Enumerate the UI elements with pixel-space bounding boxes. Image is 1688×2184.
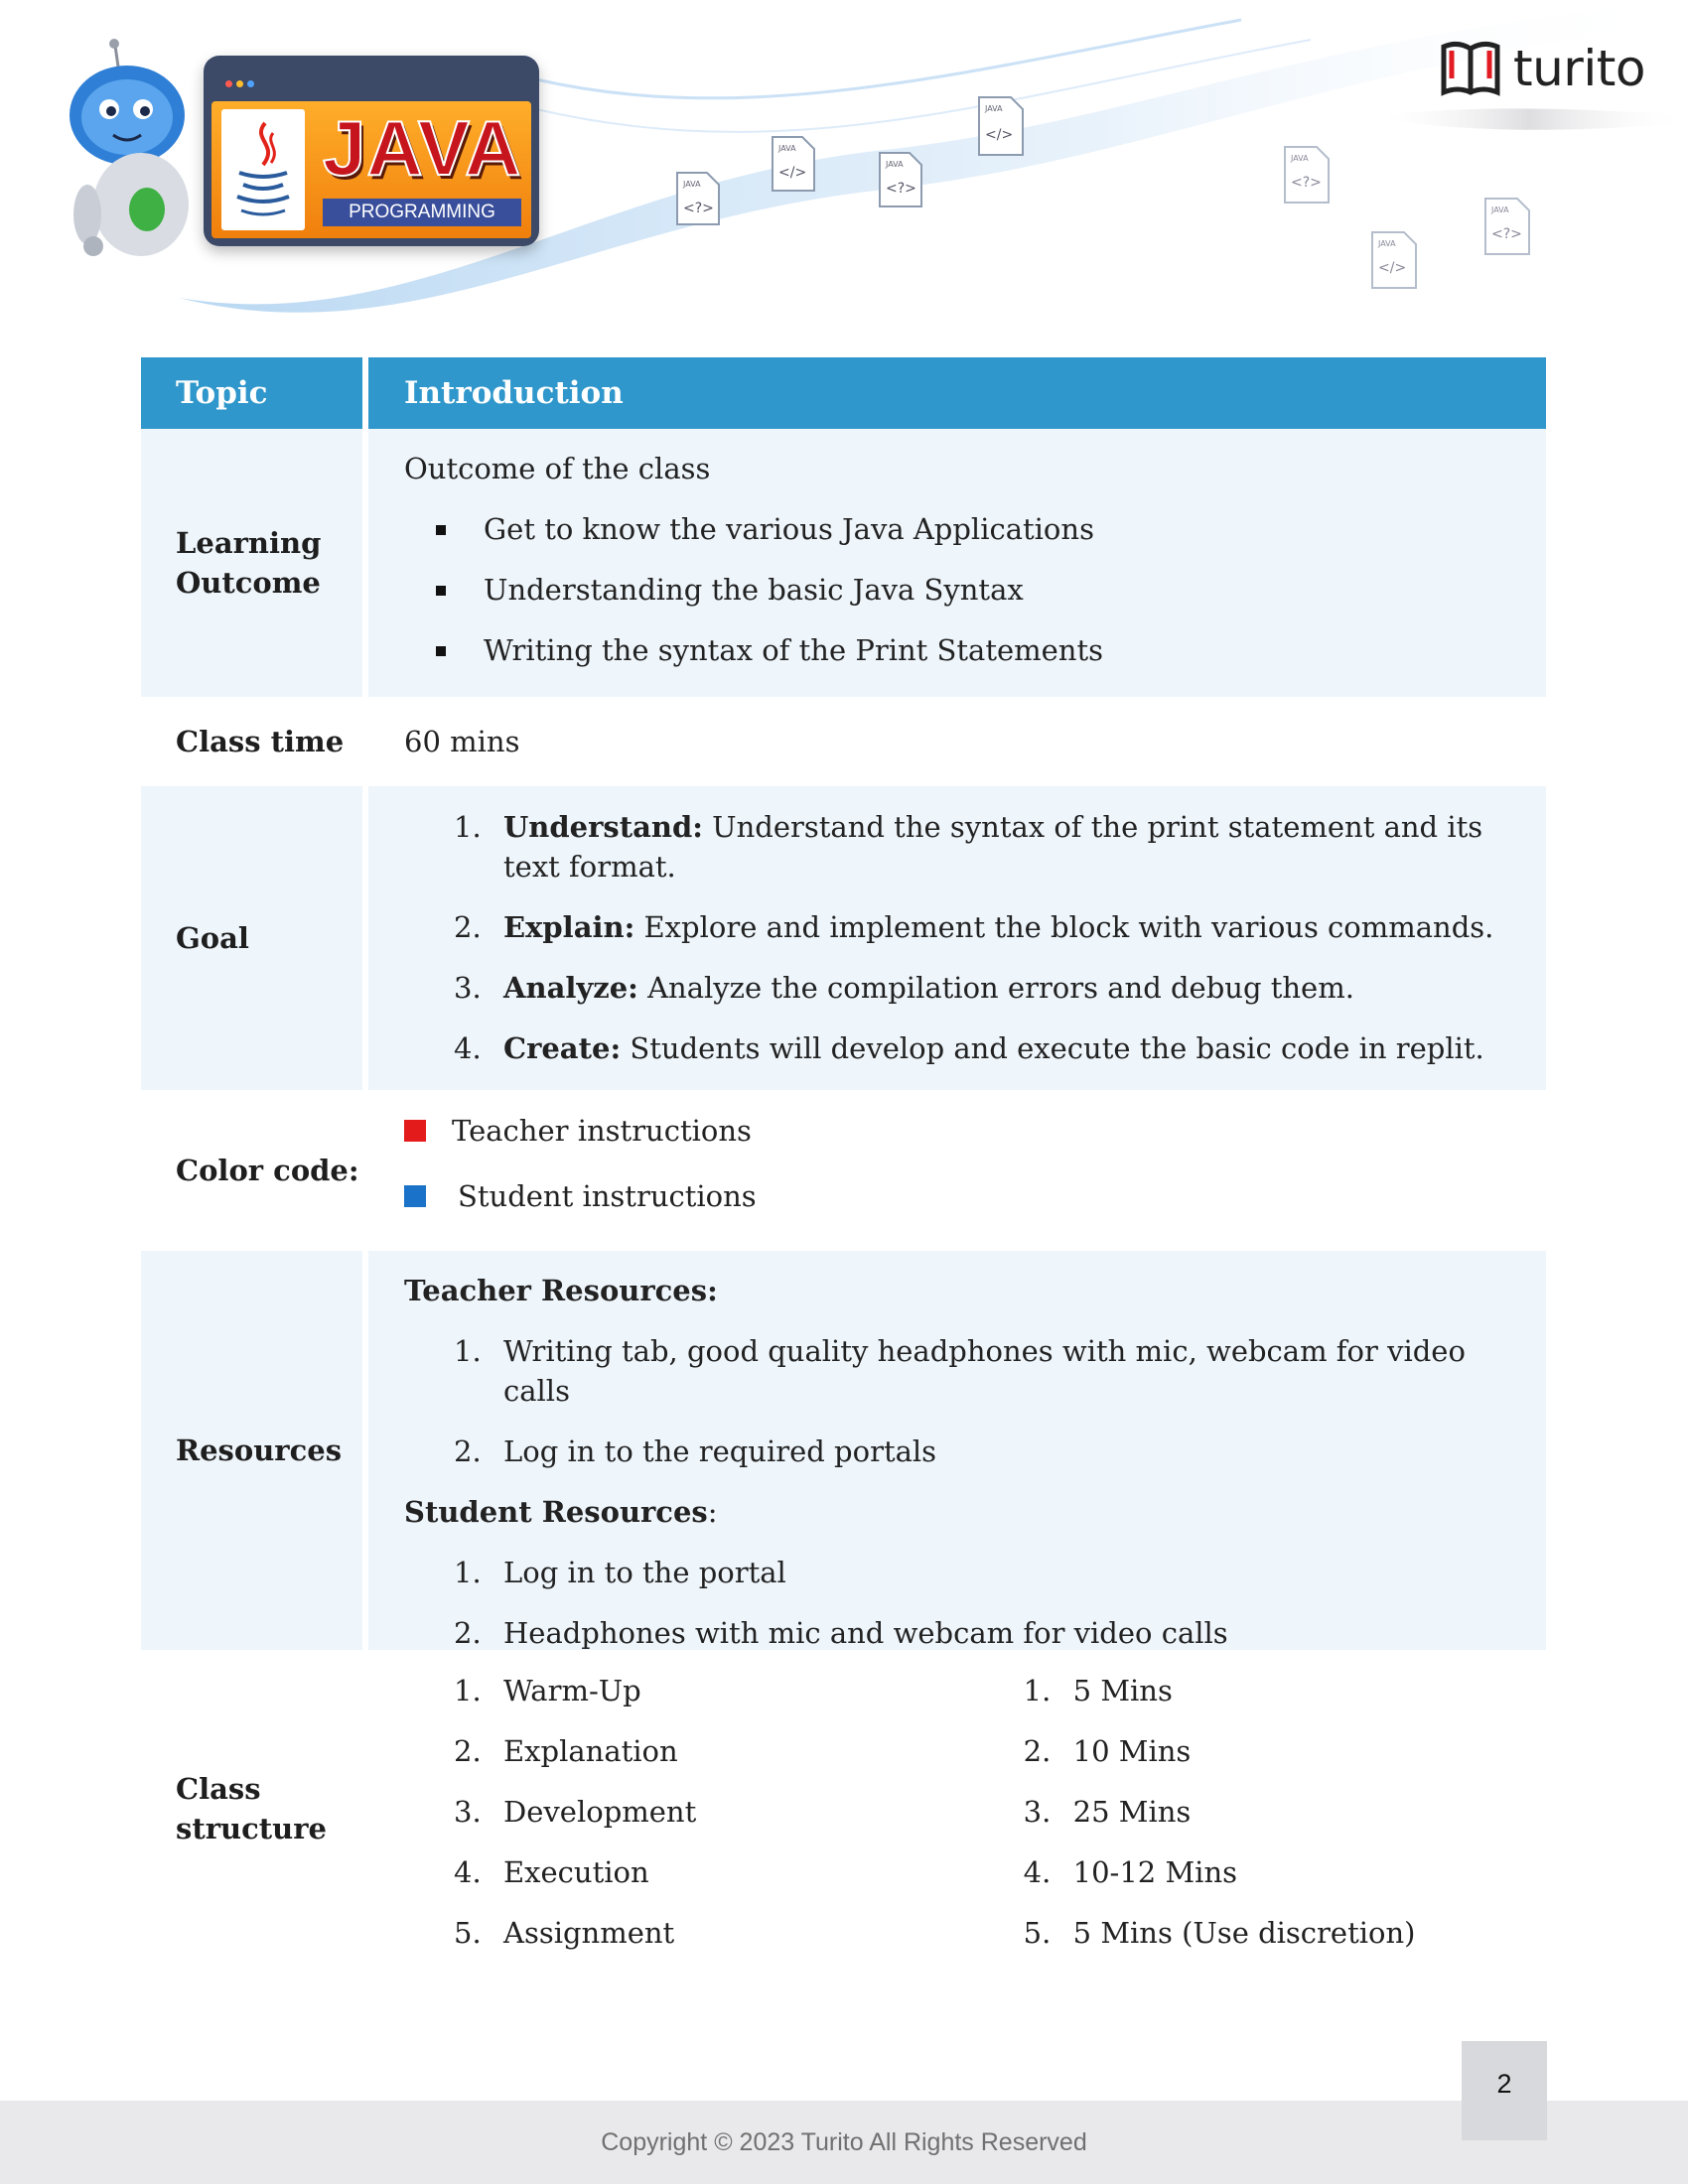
class-time-label: Class time xyxy=(176,725,345,758)
file-icon-symbol: <?> xyxy=(886,181,916,197)
file-icon-symbol: </> xyxy=(1378,260,1407,276)
activity-text: Warm-Up xyxy=(503,1674,641,1707)
resources-row xyxy=(141,1251,1546,1650)
goal-item-text: Explore and implement the block with various commands. xyxy=(634,910,1494,944)
file-icon-symbol: </> xyxy=(778,165,807,181)
resource-item: 2. Log in to the required portals xyxy=(454,1434,937,1468)
java-file-icon xyxy=(1283,145,1331,205)
duration-item: 3. 25 Mins xyxy=(1023,1795,1192,1829)
goal-item xyxy=(404,1028,1516,1068)
goal-content xyxy=(368,786,1546,1090)
resource-item-text: Writing tab, good quality headphones with mic, webcam for video calls xyxy=(503,1334,1466,1408)
student-resources-heading-text: Student Resources xyxy=(404,1495,708,1529)
color-code-label: Color code: xyxy=(176,1154,359,1187)
resource-item: 1. Log in to the portal xyxy=(454,1556,786,1589)
book-logo-icon xyxy=(1438,39,1503,98)
student-resources-heading xyxy=(404,1492,1516,1532)
activity-item: 3. Development xyxy=(454,1795,697,1829)
activity-item: 1. Warm-Up xyxy=(454,1674,641,1707)
activity-list xyxy=(404,1650,974,1968)
logo-text: turito xyxy=(1513,40,1645,97)
goal-item-text: Students will develop and execute the basic code in replit. xyxy=(621,1031,1484,1065)
color-code-content xyxy=(368,1090,1546,1251)
java-coffee-cup-icon xyxy=(221,109,305,230)
topic-header: Topic xyxy=(141,357,362,429)
outcome-item: Writing the syntax of the Print Statements xyxy=(404,630,1516,670)
learning-outcome-content xyxy=(368,429,1546,697)
teacher-resources-list xyxy=(404,1331,1516,1471)
goal-item-number: 1. xyxy=(454,810,482,844)
color-legend-text: Student instructions xyxy=(458,1179,757,1213)
goal-item xyxy=(404,968,1516,1008)
outcome-list xyxy=(404,509,1516,670)
class-structure-row xyxy=(141,1650,1546,1968)
resource-item-text: Log in to the portal xyxy=(503,1556,786,1589)
outcome-item: Understanding the basic Java Syntax xyxy=(404,570,1516,610)
page-number: 2 xyxy=(1462,2041,1547,2140)
class-structure-content xyxy=(368,1650,1546,1968)
file-icon-label: JAVA xyxy=(1491,205,1509,214)
java-cup-logo xyxy=(221,109,305,230)
class-time-row xyxy=(141,697,1546,786)
file-icon-label: JAVA xyxy=(886,160,904,169)
student-resources-heading-colon: : xyxy=(707,1495,718,1529)
goal-list xyxy=(404,807,1516,1068)
file-icon-label: JAVA xyxy=(1378,239,1396,248)
duration-text: 5 Mins xyxy=(1072,1674,1173,1707)
duration-item: 4. 10-12 Mins xyxy=(1023,1855,1238,1889)
class-time-value: 60 mins xyxy=(404,725,520,758)
file-icon-label: JAVA xyxy=(778,144,796,153)
duration-list xyxy=(974,1650,1516,1968)
page-header xyxy=(0,0,1688,338)
duration-text: 10-12 Mins xyxy=(1072,1855,1238,1889)
duration-text: 25 Mins xyxy=(1072,1795,1192,1829)
activity-text: Execution xyxy=(503,1855,649,1889)
activity-item: 2. Explanation xyxy=(454,1734,678,1768)
goal-item-term: Explain: xyxy=(503,910,635,944)
banner-subtitle: PROGRAMMING xyxy=(323,199,521,226)
resource-item: 2. Headphones with mic and webcam for video calls xyxy=(454,1616,1228,1650)
lesson-plan-table xyxy=(141,357,1546,1968)
java-banner-panel xyxy=(211,101,531,238)
resources-content xyxy=(368,1251,1546,1650)
java-file-icon xyxy=(1370,230,1418,290)
java-file-icon xyxy=(977,95,1025,157)
goal-item-text: Analyze the compilation errors and debug them. xyxy=(637,971,1354,1005)
goal-item-text: Understand the syntax of the print statement and its text format. xyxy=(503,810,1483,884)
goal-item-term: Understand: xyxy=(503,810,703,844)
file-icon-symbol: </> xyxy=(985,127,1014,143)
goal-item xyxy=(404,807,1516,887)
class-structure-label: Class structure xyxy=(176,1772,327,1845)
student-color-swatch xyxy=(404,1185,426,1207)
duration-item: 1. 5 Mins xyxy=(1023,1674,1173,1707)
activity-item: 4. Execution xyxy=(454,1855,649,1889)
duration-item: 2. 10 Mins xyxy=(1023,1734,1192,1768)
goal-item xyxy=(404,907,1516,947)
goal-item-number: 4. xyxy=(454,1031,482,1065)
duration-item: 5. 5 Mins (Use discretion) xyxy=(1023,1916,1416,1950)
window-dots xyxy=(225,72,258,91)
java-file-icon xyxy=(1483,197,1531,256)
learning-outcome-row xyxy=(141,429,1546,697)
activity-item: 5. Assignment xyxy=(454,1916,675,1950)
java-file-icon xyxy=(771,135,816,193)
color-legend-text: Teacher instructions xyxy=(452,1114,752,1148)
resources-label: Resources xyxy=(141,1251,362,1650)
duration-text: 5 Mins (Use discretion) xyxy=(1072,1916,1416,1950)
student-resources-list xyxy=(404,1553,1516,1653)
resource-item: 1. Writing tab, good quality headphones with mic, webcam for video calls xyxy=(454,1334,1466,1408)
color-legend-item xyxy=(372,1176,1516,1216)
goal-item-number: 2. xyxy=(454,910,482,944)
outcome-intro: Outcome of the class xyxy=(404,452,711,485)
file-icon-symbol: <?> xyxy=(1491,226,1522,242)
java-file-icon xyxy=(675,171,721,226)
duration-text: 10 Mins xyxy=(1072,1734,1192,1768)
outcome-item: Get to know the various Java Applications xyxy=(404,509,1516,549)
goal-item-number: 3. xyxy=(454,971,482,1005)
file-icon-symbol: <?> xyxy=(683,201,714,216)
robot-mascot-icon xyxy=(58,36,216,264)
goal-label: Goal xyxy=(141,786,362,1090)
page-footer xyxy=(0,2101,1688,2184)
topic-value: Introduction xyxy=(368,357,1546,429)
java-file-icon xyxy=(878,151,923,208)
activity-text: Development xyxy=(503,1795,697,1829)
file-icon-label: JAVA xyxy=(985,104,1003,113)
table-header-row xyxy=(141,357,1546,429)
banner-title: JAVA xyxy=(323,104,522,192)
learning-outcome-label: Learning Outcome xyxy=(141,429,362,697)
turito-logo xyxy=(1438,34,1645,103)
activity-text: Assignment xyxy=(503,1916,675,1950)
resource-item-text: Headphones with mic and webcam for video calls xyxy=(503,1616,1228,1650)
java-banner-window xyxy=(204,56,539,246)
goal-item-term: Create: xyxy=(503,1031,622,1065)
goal-item-term: Analyze: xyxy=(503,971,638,1005)
file-icon-symbol: <?> xyxy=(1291,175,1322,191)
file-icon-label: JAVA xyxy=(1291,154,1309,163)
file-icon-label: JAVA xyxy=(683,180,701,189)
teacher-color-swatch xyxy=(404,1120,426,1142)
copyright-text: Copyright © 2023 Turito All Rights Reserved xyxy=(601,2128,1087,2156)
color-code-row xyxy=(141,1090,1546,1251)
goal-row xyxy=(141,786,1546,1090)
color-legend-item xyxy=(372,1111,1516,1151)
resource-item-text: Log in to the required portals xyxy=(503,1434,937,1468)
activity-text: Explanation xyxy=(503,1734,678,1768)
teacher-resources-heading: Teacher Resources: xyxy=(404,1274,718,1307)
